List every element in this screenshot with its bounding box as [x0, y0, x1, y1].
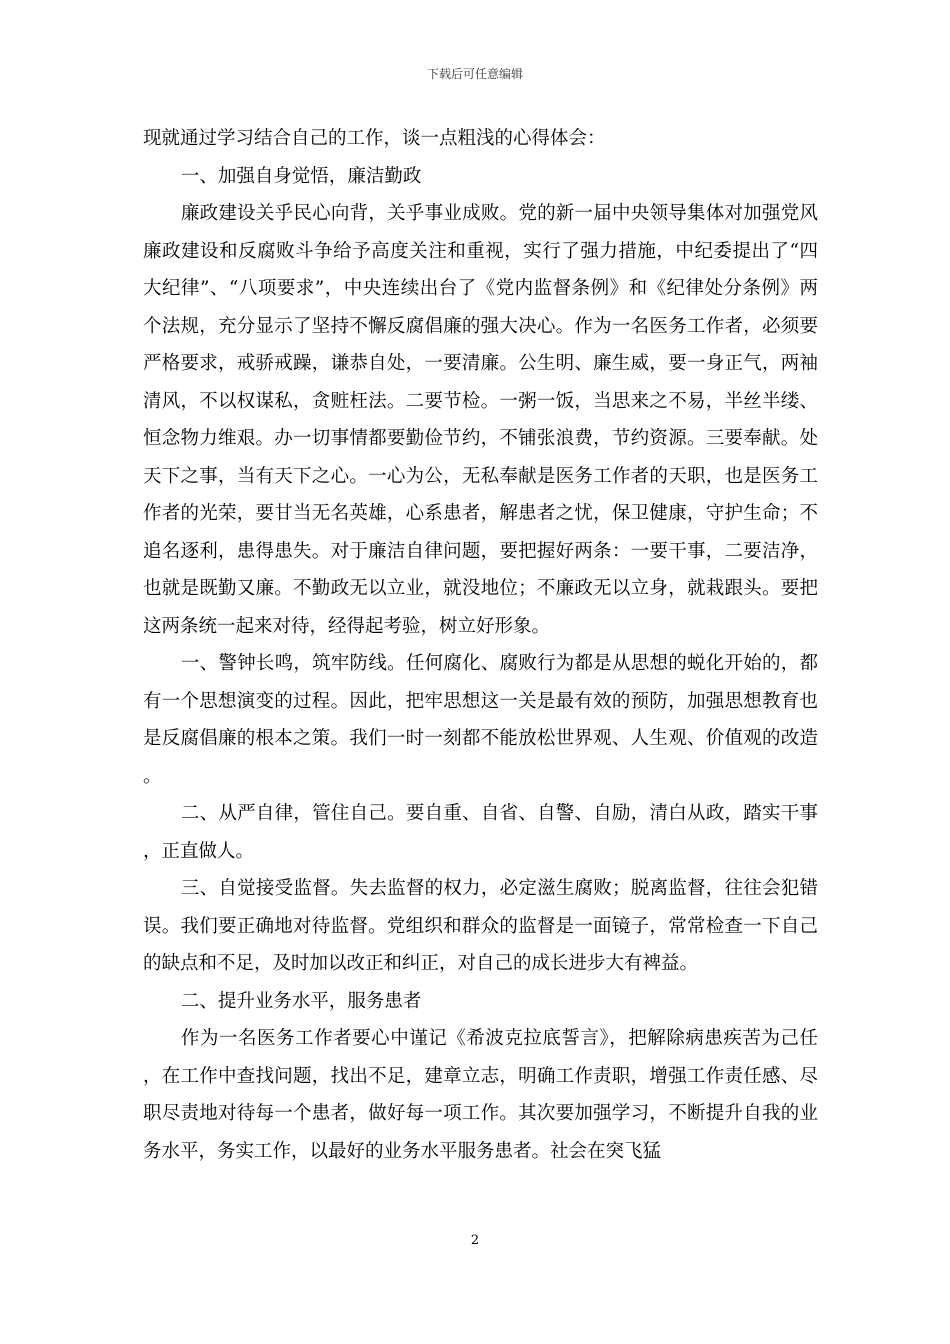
body-paragraph: 廉政建设关乎民心向背，关乎事业成败。党的新一届中央领导集体对加强党风廉政建设和反腐败斗争给予高度关注和重视，实行了强力措施，中纪委提出了“四大纪律”、“八项要求”，中央连续出台了《党内监督条例》和《纪律处分条例》两个法规，充分显示了坚持不懈反腐倡廉的强大决心。作为一名医务工作者，必须要严格要求，戒骄戒躁，谦恭自处，一要清廉。公生明、廉生威，要一身正气，两袖清风，不以权谋私，贪赃枉法。二要节检。一粥一饭，当思来之不易，半丝半缕、恒念物力维艰。办一切事情都要勤俭节约，不铺张浪费，节约资源。三要奉献。处天下之事，当有天下之心。一心为公，无私奉献是医务工作者的天职，也是医务工作者的光荣，要甘当无名英雄，心系患者，解患者之忧，保卫健康，守护生命；不追名逐利，患得患失。对于廉洁自律问题，要把握好两条：一要干事，二要洁净，也就是既勤又廉。不勤政无以立业，就没地位；不廉政无以立身，就栽跟头。要把这两条统一起来对待，经得起考验，树立好形象。 — [143, 203, 818, 637]
page-header: 下载后可任意编辑 — [426, 67, 523, 81]
page-number: 2 — [470, 1233, 480, 1248]
body-paragraph: 一、警钟长鸣，筑牢防线。任何腐化、腐败行为都是从思想的蜕化开始的，都有一个思想演变的过程。因此，把牢思想这一关是最有效的预防，加强思想教育也是反腐倡廉的根本之策。我们一时一刻都不能放松世界观、人生观、价值观的改造。 — [143, 653, 818, 787]
document-body — [143, 120, 818, 1170]
body-paragraph: 三、自觉接受监督。失去监督的权力，必定滋生腐败；脱离监督，往往会犯错误。我们要正确地对待监督。党组织和群众的监督是一面镜子，常常检查一下自己的缺点和不足，及时加以改正和纠正，对自己的成长进步大有裨益。 — [143, 878, 818, 974]
intro-paragraph: 现就通过学习结合自己的工作，谈一点粗浅的心得体会： — [143, 128, 606, 149]
section-heading-2: 二、提升业务水平，服务患者 — [180, 990, 422, 1012]
body-paragraph: 作为一名医务工作者要心中谨记《希波克拉底誓言》，把解除病患疾苦为己任，在工作中查找问题，找出不足，建章立志，明确工作责职，增强工作责任感、尽职尽责地对待每一个患者，做好每一项工作。其次要加强学习，不断提升自我的业务水平，务实工作，以最好的业务水平服务患者。社会在突飞猛 — [143, 1028, 818, 1162]
section-heading-1: 一、加强自身觉悟，廉洁勤政 — [180, 165, 422, 187]
body-paragraph: 二、从严自律，管住自己。要自重、自省、自警、自励，清白从政，踏实干事，正直做人。 — [143, 803, 818, 862]
